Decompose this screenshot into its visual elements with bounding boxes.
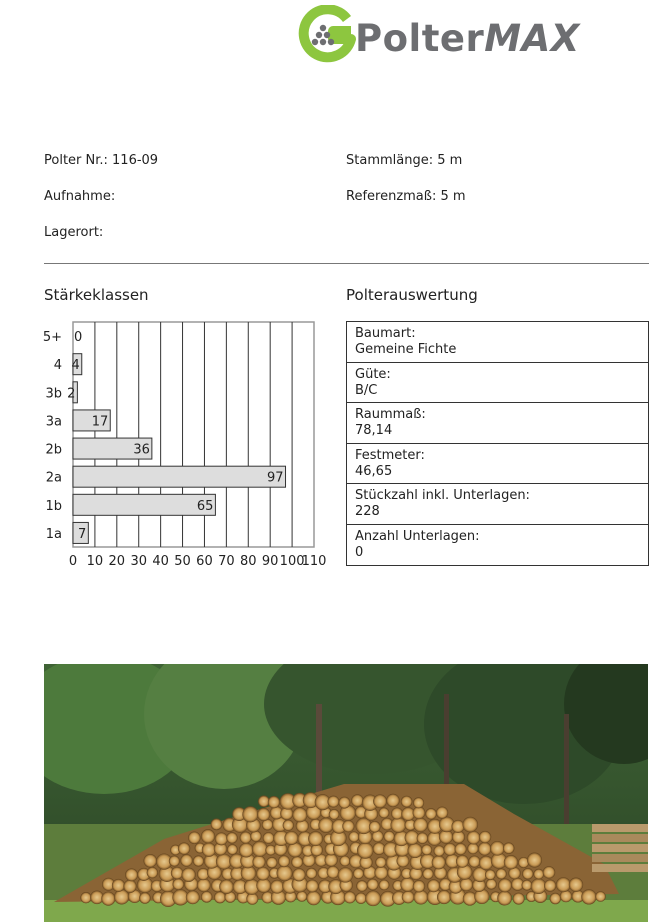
log-end	[306, 880, 318, 892]
log-end	[181, 854, 193, 866]
log-end	[102, 892, 116, 906]
y-tick-label: 5+	[42, 330, 62, 346]
log-end	[344, 892, 356, 904]
log-end	[268, 796, 280, 808]
log-end	[496, 869, 506, 879]
log-end	[329, 809, 339, 819]
log-end	[414, 890, 428, 904]
log-end	[263, 832, 274, 843]
log-end	[456, 855, 468, 867]
evaluation-label: Anzahl Unterlagen:	[355, 528, 480, 544]
evaluation-row	[347, 525, 648, 566]
x-tick-label: 50	[174, 554, 191, 569]
logo-wordmark	[355, 17, 580, 61]
evaluation-label: Baumart:	[355, 326, 416, 341]
log-end	[144, 854, 157, 867]
y-tick-label: 4	[53, 358, 62, 374]
log-end	[356, 881, 367, 892]
log-end	[452, 820, 465, 833]
log-end	[391, 808, 402, 819]
log-end	[401, 796, 412, 807]
evaluation-row	[347, 484, 648, 525]
evaluation-row	[347, 403, 648, 444]
log-end	[367, 879, 378, 890]
evaluation-label: Güte:	[355, 366, 391, 382]
log-end	[306, 868, 317, 879]
log-end	[182, 868, 196, 882]
log-end	[202, 843, 216, 857]
log-end	[413, 880, 425, 892]
log-end	[455, 843, 467, 855]
log-end	[243, 807, 259, 823]
log-end	[339, 797, 350, 808]
log-end	[479, 856, 493, 870]
log-end	[169, 856, 179, 866]
polterauswertung-heading: Polterauswertung	[346, 286, 478, 304]
log-end	[444, 843, 456, 855]
log-end	[379, 880, 389, 890]
data-label: 2	[67, 386, 76, 402]
log-end	[201, 891, 212, 902]
x-tick-label: 0	[68, 554, 78, 569]
evaluation-row	[347, 322, 648, 363]
log-end	[379, 808, 389, 818]
log-end	[277, 865, 293, 881]
log-end	[319, 818, 334, 833]
log-end	[81, 892, 92, 903]
log-end	[543, 866, 555, 878]
log-end	[356, 893, 367, 904]
y-tick-label: 1a	[45, 526, 62, 542]
data-label: 7	[78, 526, 87, 542]
y-tick-label: 3b	[45, 386, 62, 402]
log-end	[139, 893, 150, 904]
log-end	[498, 879, 511, 892]
log-end	[293, 808, 307, 822]
log-end	[267, 857, 278, 868]
evaluation-value: Gemeine Fichte	[355, 342, 457, 357]
log-end	[550, 893, 561, 904]
log-end	[560, 890, 572, 902]
evaluation-value: 0	[355, 544, 364, 560]
evaluation-label: Raummaß:	[355, 407, 426, 422]
log-end	[413, 807, 425, 819]
evaluation-value: 228	[355, 504, 380, 519]
log-end	[544, 880, 556, 892]
log-end	[397, 855, 409, 867]
log-end	[343, 820, 355, 832]
log-end	[188, 832, 200, 844]
log-end	[257, 808, 270, 821]
x-tick-label: 90	[261, 554, 279, 569]
log-pile-image	[44, 664, 648, 922]
log-end	[328, 796, 339, 807]
log-end	[504, 855, 518, 869]
log-end	[596, 891, 606, 901]
log-end	[307, 891, 321, 905]
log-end	[201, 829, 215, 843]
log-end	[219, 880, 233, 894]
log-end	[467, 831, 480, 844]
log-end	[408, 843, 422, 857]
log-end	[283, 820, 294, 831]
polterauswertung-table	[346, 321, 649, 566]
log-end	[124, 880, 137, 893]
log-end	[479, 831, 491, 843]
x-tick-label: 10	[86, 554, 104, 569]
bar	[73, 494, 215, 515]
log-end	[522, 868, 533, 879]
polter-max-logo	[297, 5, 617, 63]
log-end	[357, 843, 373, 859]
log-end	[373, 795, 386, 808]
x-tick-label: 60	[196, 554, 213, 569]
log-end	[527, 853, 541, 867]
log-end	[513, 893, 524, 904]
log-end	[375, 866, 388, 879]
log-end	[422, 845, 432, 855]
log-end	[253, 856, 266, 869]
log-end	[349, 832, 359, 842]
log-end	[391, 817, 406, 832]
log-end	[469, 856, 480, 867]
log-end	[338, 867, 353, 882]
stammlaenge-field: Stammlänge: 5 m	[346, 153, 463, 168]
log-end	[297, 891, 307, 901]
log-end	[468, 843, 479, 854]
evaluation-row	[347, 363, 648, 404]
log-end	[426, 808, 437, 819]
log-end	[427, 880, 439, 892]
log-end	[197, 879, 210, 892]
log-end	[256, 867, 269, 880]
log-end	[340, 856, 350, 866]
x-tick-label: 110	[301, 554, 327, 569]
log-end	[125, 869, 137, 881]
x-tick-label: 20	[108, 554, 126, 569]
log-end	[531, 879, 546, 894]
log-end	[227, 844, 237, 854]
log-end	[485, 870, 495, 880]
y-tick-label: 1b	[45, 498, 62, 514]
log-end	[556, 877, 570, 891]
log-end	[353, 868, 363, 878]
log-end	[486, 879, 496, 889]
log-end	[186, 891, 199, 904]
evaluation-value: 46,65	[355, 463, 393, 479]
log-end	[240, 832, 251, 843]
logo-text: Polter	[355, 17, 485, 60]
referenzmass-field: Referenzmaß: 5 m	[346, 189, 466, 204]
log-end	[460, 878, 473, 891]
log-end	[402, 891, 414, 903]
log-end	[434, 846, 445, 857]
log-end	[211, 819, 222, 830]
aufnahme-field: Aufnahme:	[44, 189, 116, 204]
log-end	[384, 831, 395, 842]
divider	[44, 263, 649, 264]
log-end	[582, 890, 597, 905]
log-end	[522, 880, 532, 890]
staerkeklassen-chart	[38, 315, 338, 575]
log-end	[366, 891, 381, 906]
log-end	[257, 878, 271, 892]
log-end	[258, 796, 269, 807]
y-tick-label: 2a	[45, 470, 62, 486]
log-end	[171, 867, 183, 879]
log-end	[417, 833, 428, 844]
log-end	[278, 856, 289, 867]
polter-number: Polter Nr.: 116-09	[44, 153, 159, 168]
log-end	[490, 841, 504, 855]
x-tick-label: 70	[218, 554, 235, 569]
evaluation-row	[347, 444, 648, 485]
log-end	[227, 832, 238, 843]
log-end	[534, 869, 544, 879]
log-end	[387, 794, 400, 807]
log-end	[503, 843, 514, 854]
log-end	[178, 843, 190, 855]
lagerort-field: Lagerort:	[44, 225, 104, 240]
evaluation-value: 78,14	[355, 423, 393, 438]
evaluation-value: B/C	[355, 382, 378, 398]
log-end	[437, 890, 451, 904]
log-end	[252, 841, 267, 856]
log-end	[351, 795, 363, 807]
log-end	[376, 857, 387, 868]
log-end	[436, 807, 448, 819]
log-end	[215, 833, 227, 845]
data-label: 17	[91, 414, 109, 430]
data-label: 0	[74, 330, 83, 346]
log-end	[239, 843, 253, 857]
log-end	[285, 831, 298, 844]
log-end	[293, 868, 306, 881]
evaluation-label: Festmeter:	[355, 447, 425, 463]
x-tick-label: 80	[239, 554, 257, 569]
log-end	[147, 867, 158, 878]
y-tick-label: 2b	[45, 442, 62, 458]
log-end	[193, 856, 204, 867]
x-tick-label: 40	[152, 554, 169, 569]
data-label: 97	[266, 470, 284, 486]
data-label: 4	[71, 358, 80, 374]
log-end	[308, 831, 322, 845]
log-end	[414, 818, 428, 832]
x-tick-label: 30	[130, 554, 148, 569]
log-end	[432, 856, 445, 869]
bar	[73, 466, 286, 487]
x-tick-label: 100	[279, 554, 305, 569]
log-end	[413, 798, 424, 809]
log-end	[251, 831, 262, 842]
log-end	[325, 854, 338, 867]
log-pile-photo	[44, 664, 648, 922]
evaluation-label: Stückzahl inkl. Unterlagen:	[355, 488, 530, 503]
log-end	[327, 866, 339, 878]
log-end	[401, 878, 415, 892]
log-end	[271, 880, 284, 893]
log-end	[498, 891, 512, 905]
log-end	[292, 856, 303, 867]
data-label: 36	[133, 442, 150, 458]
log-end	[173, 879, 184, 890]
data-label: 65	[196, 498, 214, 514]
logo-accent: MAX	[484, 17, 580, 60]
logo-g-icon	[297, 5, 357, 63]
log-end	[423, 869, 434, 880]
log-end	[369, 821, 380, 832]
log-end	[112, 879, 124, 891]
staerkeklassen-heading: Stärkeklassen	[44, 286, 149, 304]
log-end	[478, 842, 491, 855]
y-tick-label: 3a	[45, 414, 62, 430]
log-end	[569, 878, 583, 892]
log-end	[463, 817, 478, 832]
